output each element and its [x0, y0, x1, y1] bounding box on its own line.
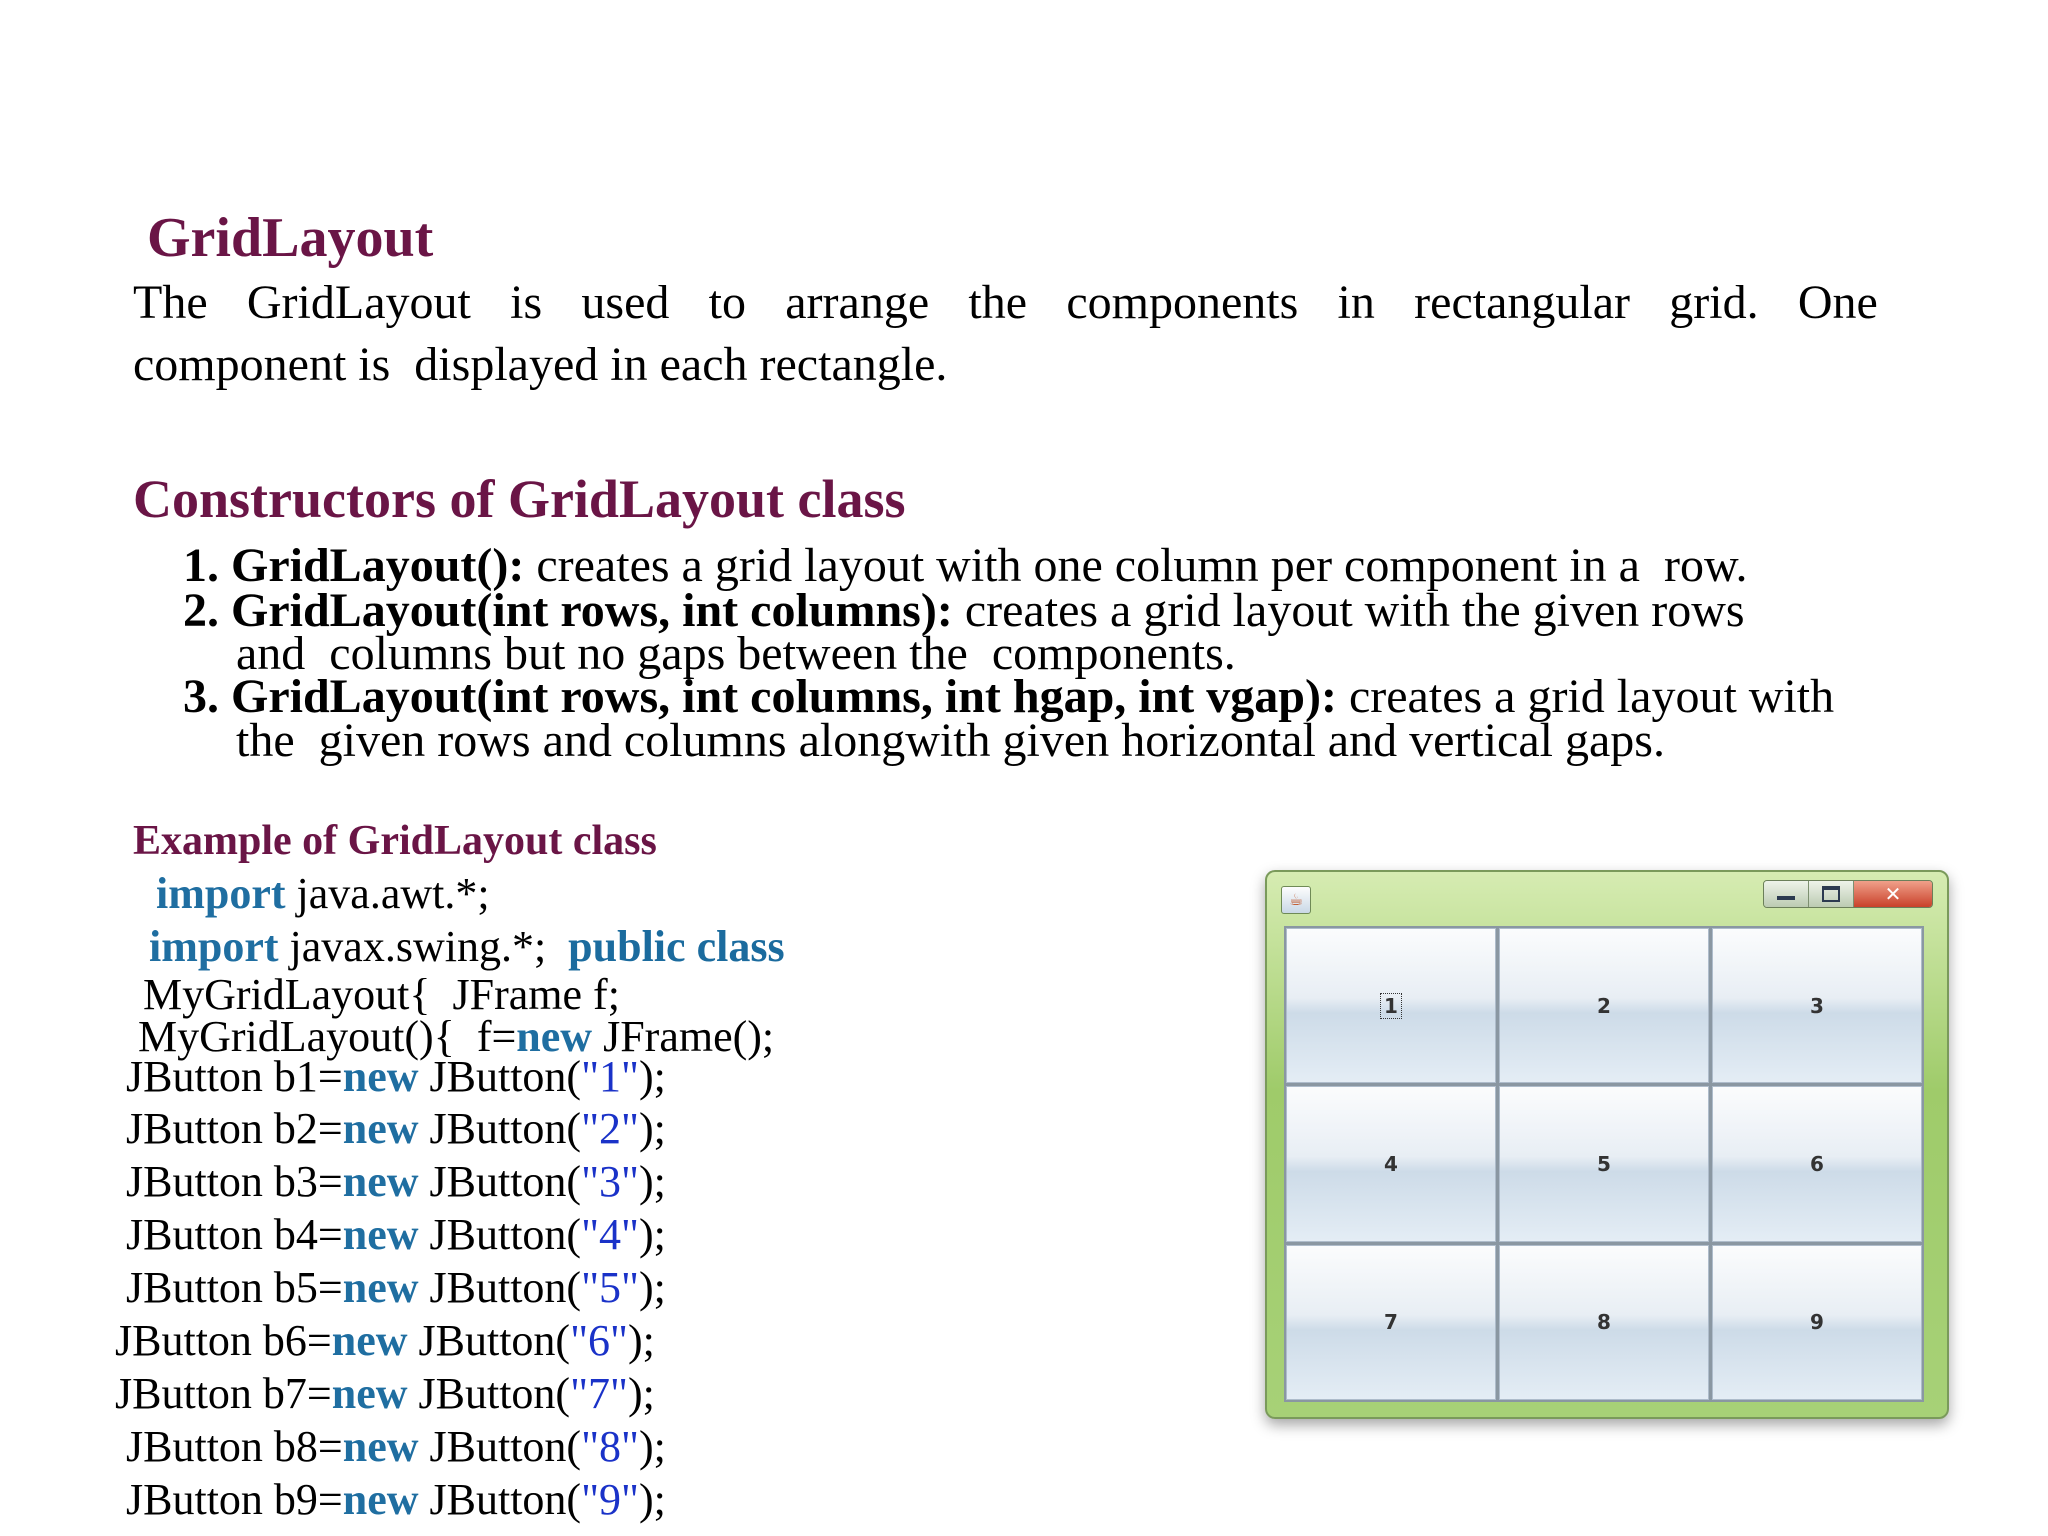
- code-text: JButton(: [407, 1369, 571, 1418]
- constructor-item-2: [183, 584, 1745, 637]
- code-keyword: new: [331, 1316, 408, 1365]
- constructor-item-2-continued: and columns but no gaps between the components.: [236, 627, 1236, 680]
- code-line: MyGridLayout{ JFrame f;: [143, 970, 620, 1019]
- code-string: "3": [581, 1157, 640, 1206]
- code-text: JButton(: [418, 1475, 582, 1524]
- intro-word: GridLayout: [246, 276, 471, 329]
- intro-word: rectangular: [1414, 276, 1631, 329]
- code-keyword: new: [342, 1052, 419, 1101]
- code-line: [126, 1422, 666, 1471]
- window-controls: [1763, 880, 1933, 908]
- code-text: JButton b7=: [115, 1369, 332, 1418]
- intro-word: One: [1797, 276, 1878, 329]
- code-text: JButton b2=: [126, 1104, 343, 1153]
- code-text: JButton(: [418, 1422, 582, 1471]
- code-line: [115, 1316, 655, 1365]
- intro-line-1: [133, 275, 1878, 330]
- code-text: JButton b5=: [126, 1263, 343, 1312]
- code-line: [126, 1157, 666, 1206]
- constructor-signature: GridLayout():: [231, 539, 525, 592]
- code-text: JButton b3=: [126, 1157, 343, 1206]
- code-text: );: [639, 1157, 666, 1206]
- intro-word: the: [968, 276, 1028, 329]
- code-string: "2": [581, 1104, 640, 1153]
- code-text: );: [628, 1369, 655, 1418]
- code-keyword: new: [342, 1422, 419, 1471]
- code-text: );: [639, 1104, 666, 1153]
- intro-word: components: [1066, 276, 1299, 329]
- grid-button-4[interactable]: 4: [1286, 1086, 1496, 1241]
- gridlayout-window: [1265, 870, 1949, 1419]
- code-keyword: new: [342, 1263, 419, 1312]
- code-keyword: new: [331, 1369, 408, 1418]
- intro-word: to: [708, 276, 746, 329]
- code-text: );: [639, 1210, 666, 1259]
- intro-line-2: component is displayed in each rectangle.: [133, 338, 948, 391]
- grid-button-8[interactable]: 8: [1499, 1245, 1709, 1400]
- constructor-number: 3.: [183, 670, 219, 723]
- button-grid: [1284, 926, 1924, 1402]
- grid-button-2[interactable]: 2: [1499, 928, 1709, 1083]
- code-text: JButton b1=: [126, 1052, 343, 1101]
- intro-word: used: [581, 276, 670, 329]
- code-text: JButton(: [407, 1316, 571, 1365]
- code-text: MyGridLayout(){ f=: [138, 1012, 517, 1061]
- code-line: [126, 1475, 666, 1524]
- code-text: java.awt.*;: [285, 869, 490, 918]
- code-string: "1": [581, 1052, 640, 1101]
- grid-button-5[interactable]: 5: [1499, 1086, 1709, 1241]
- code-string: "4": [581, 1210, 640, 1259]
- code-string: "8": [581, 1422, 640, 1471]
- code-text: JButton(: [418, 1210, 582, 1259]
- constructor-description: creates a grid layout with one column per component in a row.: [524, 539, 1748, 592]
- code-text: JButton(: [418, 1263, 582, 1312]
- constructor-description: creates a grid layout with: [1336, 670, 1835, 723]
- grid-button-1[interactable]: 1: [1286, 928, 1496, 1083]
- code-line: [149, 922, 785, 971]
- maximize-icon[interactable]: [1809, 881, 1854, 907]
- page-title: GridLayout: [147, 207, 434, 269]
- code-text: JButton(: [418, 1052, 582, 1101]
- code-line: [126, 1104, 666, 1153]
- code-keyword: new: [342, 1475, 419, 1524]
- code-line: [156, 869, 490, 918]
- code-keyword: new: [342, 1210, 419, 1259]
- constructor-description: creates a grid layout with the given rows: [952, 584, 1745, 637]
- constructor-item-1: [183, 539, 1748, 592]
- constructor-number: 1.: [183, 539, 219, 592]
- code-text: );: [639, 1263, 666, 1312]
- constructor-item-3: [183, 670, 1835, 723]
- grid-button-3[interactable]: 3: [1712, 928, 1922, 1083]
- code-keyword: new: [516, 1012, 593, 1061]
- grid-button-9[interactable]: 9: [1712, 1245, 1922, 1400]
- code-line: [126, 1052, 666, 1101]
- code-line: [126, 1210, 666, 1259]
- intro-word: The: [133, 276, 208, 329]
- code-keyword: new: [342, 1104, 419, 1153]
- code-text: );: [639, 1052, 666, 1101]
- constructor-signature: GridLayout(int rows, int columns):: [231, 584, 953, 637]
- minimize-icon[interactable]: [1764, 881, 1809, 907]
- code-string: "5": [581, 1263, 640, 1312]
- grid-button-6[interactable]: 6: [1712, 1086, 1922, 1241]
- code-text: JFrame();: [592, 1012, 775, 1061]
- constructor-number: 2.: [183, 584, 219, 637]
- intro-word: grid.: [1669, 276, 1759, 329]
- constructor-signature: GridLayout(int rows, int columns, int hgap, int vgap):: [231, 670, 1337, 723]
- code-string: "9": [581, 1475, 640, 1524]
- code-keyword: import: [149, 922, 279, 971]
- code-line: [115, 1369, 655, 1418]
- grid-button-7[interactable]: 7: [1286, 1245, 1496, 1400]
- constructor-item-3-continued: the given rows and columns alongwith given horizontal and vertical gaps.: [236, 714, 1665, 767]
- code-text: );: [628, 1316, 655, 1365]
- java-cup-icon[interactable]: ☕: [1281, 886, 1311, 914]
- code-line: [126, 1263, 666, 1312]
- intro-word: arrange: [785, 276, 930, 329]
- code-text: JButton(: [418, 1104, 582, 1153]
- code-text: JButton b4=: [126, 1210, 343, 1259]
- code-string: "7": [570, 1369, 629, 1418]
- constructors-heading: Constructors of GridLayout class: [133, 469, 906, 529]
- code-text: JButton b6=: [115, 1316, 332, 1365]
- code-keyword: public class: [568, 922, 785, 971]
- code-keyword: import: [156, 869, 286, 918]
- example-heading: Example of GridLayout class: [133, 818, 657, 864]
- code-string: "6": [570, 1316, 629, 1365]
- code-text: );: [639, 1475, 666, 1524]
- code-text: );: [639, 1422, 666, 1471]
- intro-word: is: [510, 276, 543, 329]
- code-text: JButton(: [418, 1157, 582, 1206]
- code-keyword: new: [342, 1157, 419, 1206]
- code-text: JButton b9=: [126, 1475, 343, 1524]
- code-text: JButton b8=: [126, 1422, 343, 1471]
- close-icon[interactable]: ✕: [1854, 881, 1932, 907]
- intro-word: in: [1337, 276, 1375, 329]
- code-text: javax.swing.*;: [278, 922, 569, 971]
